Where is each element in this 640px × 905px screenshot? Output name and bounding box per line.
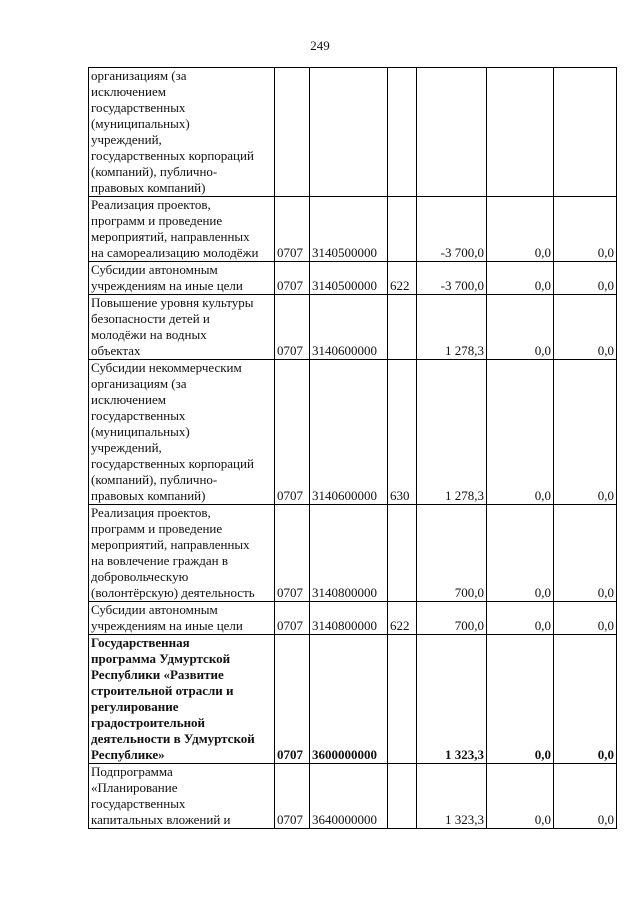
amount-cell-2: 0,0 bbox=[487, 505, 554, 602]
table-row bbox=[89, 505, 617, 602]
amount-cell-3 bbox=[554, 68, 617, 197]
item-name: Реализация проектов, программ и проведение мероприятий, направленных на вовлечение граждан в добровольческую (волонтёрскую) деятельность bbox=[89, 505, 275, 602]
target-article-code: 3140800000 bbox=[310, 602, 388, 635]
item-name: Подпрограмма «Планирование государственных капитальных вложений и bbox=[89, 764, 275, 829]
amount-cell-3: 0,0 bbox=[554, 602, 617, 635]
amount-cell: 1 323,3 bbox=[417, 764, 487, 829]
section-code: 0707 bbox=[275, 635, 310, 764]
amount-cell-3: 0,0 bbox=[554, 295, 617, 360]
target-article-code bbox=[310, 68, 388, 197]
section-code bbox=[275, 68, 310, 197]
amount-cell: 1 278,3 bbox=[417, 295, 487, 360]
expense-type-code: 630 bbox=[388, 360, 417, 505]
amount-cell: -3 700,0 bbox=[417, 197, 487, 262]
target-article-code: 3140600000 bbox=[310, 360, 388, 505]
section-code: 0707 bbox=[275, 360, 310, 505]
amount-cell-2: 0,0 bbox=[487, 635, 554, 764]
amount-cell: 1 323,3 bbox=[417, 635, 487, 764]
expense-type-code bbox=[388, 68, 417, 197]
amount-cell: 700,0 bbox=[417, 505, 487, 602]
amount-cell: -3 700,0 bbox=[417, 262, 487, 295]
amount-cell-2: 0,0 bbox=[487, 764, 554, 829]
amount-cell-3: 0,0 bbox=[554, 360, 617, 505]
expense-type-code: 622 bbox=[388, 262, 417, 295]
target-article-code: 3640000000 bbox=[310, 764, 388, 829]
amount-cell-2: 0,0 bbox=[487, 262, 554, 295]
table-row bbox=[89, 635, 617, 764]
section-code: 0707 bbox=[275, 505, 310, 602]
amount-cell-2: 0,0 bbox=[487, 602, 554, 635]
target-article-code: 3140800000 bbox=[310, 505, 388, 602]
section-code: 0707 bbox=[275, 295, 310, 360]
item-name: Повышение уровня культуры безопасности детей и молодёжи на водных объектах bbox=[89, 295, 275, 360]
amount-cell-3: 0,0 bbox=[554, 505, 617, 602]
table-row bbox=[89, 68, 617, 197]
item-name: Субсидии автономным учреждениям на иные цели bbox=[89, 262, 275, 295]
expense-type-code bbox=[388, 635, 417, 764]
table-row bbox=[89, 295, 617, 360]
item-name: Реализация проектов, программ и проведение мероприятий, направленных на самореализацию молодёжи bbox=[89, 197, 275, 262]
amount-cell: 700,0 bbox=[417, 602, 487, 635]
amount-cell: 1 278,3 bbox=[417, 360, 487, 505]
amount-cell-3: 0,0 bbox=[554, 764, 617, 829]
table-row bbox=[89, 197, 617, 262]
table-row bbox=[89, 602, 617, 635]
amount-cell-2 bbox=[487, 68, 554, 197]
target-article-code: 3140500000 bbox=[310, 197, 388, 262]
amount-cell-2: 0,0 bbox=[487, 295, 554, 360]
amount-cell-2: 0,0 bbox=[487, 360, 554, 505]
target-article-code: 3140600000 bbox=[310, 295, 388, 360]
table-row bbox=[89, 262, 617, 295]
item-name: Государственная программа Удмуртской Республики «Развитие строительной отрасли и регулирование градостроительной деятельности в Удмуртской Республике» bbox=[89, 635, 275, 764]
table-body bbox=[89, 68, 617, 829]
item-name: организациям (за исключением государственных (муниципальных) учреждений, государственных корпораций (компаний), публично- правовых компаний) bbox=[89, 68, 275, 197]
item-name: Субсидии некоммерческим организациям (за исключением государственных (муниципальных) учреждений, государственных корпораций (компаний), публично- правовых компаний) bbox=[89, 360, 275, 505]
budget-table bbox=[88, 67, 617, 829]
target-article-code: 3140500000 bbox=[310, 262, 388, 295]
section-code: 0707 bbox=[275, 197, 310, 262]
amount-cell-3: 0,0 bbox=[554, 262, 617, 295]
item-name: Субсидии автономным учреждениям на иные цели bbox=[89, 602, 275, 635]
table-row bbox=[89, 360, 617, 505]
expense-type-code: 622 bbox=[388, 602, 417, 635]
page-number: 249 bbox=[310, 38, 330, 53]
expense-type-code bbox=[388, 295, 417, 360]
expense-type-code bbox=[388, 197, 417, 262]
amount-cell-3: 0,0 bbox=[554, 635, 617, 764]
section-code: 0707 bbox=[275, 602, 310, 635]
target-article-code: 3600000000 bbox=[310, 635, 388, 764]
amount-cell-3: 0,0 bbox=[554, 197, 617, 262]
amount-cell-2: 0,0 bbox=[487, 197, 554, 262]
section-code: 0707 bbox=[275, 764, 310, 829]
table-row bbox=[89, 764, 617, 829]
section-code: 0707 bbox=[275, 262, 310, 295]
expense-type-code bbox=[388, 764, 417, 829]
expense-type-code bbox=[388, 505, 417, 602]
amount-cell bbox=[417, 68, 487, 197]
